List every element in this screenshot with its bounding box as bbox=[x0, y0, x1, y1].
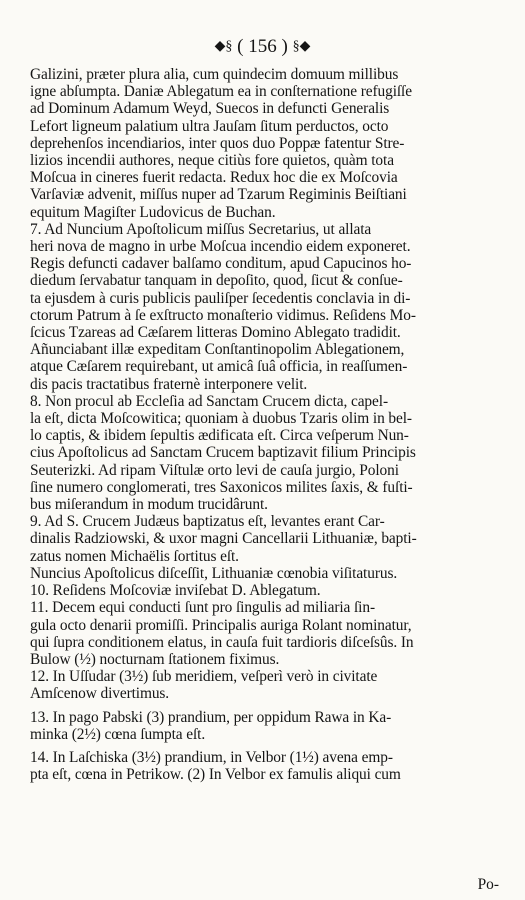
text-line: 11. Decem equi conducti ſunt pro ſingulis ad miliaria ſin- bbox=[30, 599, 375, 617]
text-line: 8. Non procul ab Eccleſia ad Sanctam Crucem dicta, capel- bbox=[30, 392, 388, 410]
text-line: lo captis, & ibidem ſepultis ædificata eſt. Circa veſperum Nun- bbox=[30, 427, 409, 445]
text-line: Lefort ligneum palatium ultra Jauſam ſitum perductos, octo bbox=[30, 117, 389, 135]
text-line: la eſt, dicta Moſcowitica; quoniam à duobus Tzaris olim in bel- bbox=[30, 410, 412, 428]
text-line: heri nova de magno in urbe Moſcua incendio eidem exponeret. bbox=[30, 238, 411, 256]
ornament-left-icon: ◆§ bbox=[214, 39, 233, 54]
text-line: Galizini, præter plura alia, cum quindecim domuum millibus bbox=[30, 66, 399, 83]
text-line: 10. Reſidens Moſcoviæ inviſebat D. Ablegatum. bbox=[30, 582, 321, 600]
text-line: Moſcua in cineres fuerit redacta. Redux hoc die ex Moſcovia bbox=[30, 169, 398, 187]
text-line: deprehenſos incendiarios, inter quos duo Poppæ fatentur Stre- bbox=[30, 134, 405, 152]
text-line: Amſcenow divertimus. bbox=[30, 685, 170, 703]
text-line: 14. In Laſchiska (3½) prandium, in Velbor (1½) avena emp- bbox=[30, 748, 393, 766]
text-line: Regis defuncti cadaver balſamo conditum, apud Capucinos ho- bbox=[30, 255, 412, 273]
text-line: igne abſumpta. Daniæ Ablegatum ea in conſternatione refugiſſe bbox=[30, 83, 412, 101]
text-line: Seuterizki. Ad ripam Viſtulæ orto levi de cauſa jurgio, Poloni bbox=[30, 461, 399, 479]
text-line: minka (2½) cœna ſumpta eſt. bbox=[30, 725, 206, 743]
text-line: ſine numero conglomerati, tres Saxonicos milites ſaxis, & fuſti- bbox=[30, 478, 413, 496]
text-line: Bulow (½) nocturnam ſtationem fiximus. bbox=[30, 650, 280, 668]
text-line: ctorum Patrum à ſe exſtructo monaſterio vidimus. Reſidens Mo- bbox=[30, 306, 416, 324]
text-line: bus miſerandum in modum trucidârunt. bbox=[30, 496, 268, 514]
text-line: zatus nomen Michaëlis ſortitus eſt. bbox=[30, 547, 239, 565]
text-line: ſcicus Tzareas ad Cæſarem litteras Domino Ablegato tradidit. bbox=[30, 324, 401, 342]
text-line: 13. In pago Pabski (3) prandium, per oppidum Rawa in Ka- bbox=[30, 708, 392, 726]
page-number: ( 156 ) bbox=[237, 36, 288, 57]
text-line: dinalis Radziowski, & uxor magni Cancellarii Lithuaniæ, bapti- bbox=[30, 530, 417, 548]
text-line: ta ejusdem à curis publicis pauliſper ſecedentis conclavia in di- bbox=[30, 289, 411, 307]
text-line: equitum Magiſter Ludovicus de Buchan. bbox=[30, 203, 276, 221]
text-line: Varſaviæ advenit, miſſus nuper ad Tzarum Regiminis Beiſtiani bbox=[30, 186, 407, 204]
text-line: cius Apoſtolicus ad Sanctam Crucem baptizavit filium Principis bbox=[30, 444, 416, 462]
text-line: atque Cæſarem requirebant, ut amicâ ſuâ officia, in reaſſumen- bbox=[30, 358, 408, 376]
text-line: 12. In Uſſudar (3½) ſub meridiem, veſperì verò in civitate bbox=[30, 668, 378, 686]
text-line: gula octo denarii promiſſi. Principalis auriga Rolant nominatur, bbox=[30, 616, 412, 634]
text-line: dis pacis tractatibus fraternè interponere velit. bbox=[30, 375, 308, 393]
text-line: Añunciabant illæ expeditam Conſtantinopolim Ablegationem, bbox=[30, 341, 405, 359]
body-text bbox=[30, 66, 510, 783]
text-line: lizios incendii authores, neque citiùs fore quietos, quàm tota bbox=[30, 152, 394, 170]
text-line: diedum ſervabatur tanquam in depoſito, quod, ſicut & conſue- bbox=[30, 272, 403, 290]
ornament-right-icon: §◆ bbox=[292, 39, 311, 54]
text-line: ad Dominum Adamum Weyd, Suecos in defuncti Generalis bbox=[30, 100, 390, 118]
text-line: qui ſupra conditionem elatus, in cauſa fuit tardioris diſceſsûs. In bbox=[30, 633, 414, 651]
page-header bbox=[0, 36, 525, 58]
text-line: 7. Ad Nuncium Apoſtolicum miſſus Secretarius, ut allata bbox=[30, 220, 372, 238]
text-line: pta eſt, cœna in Petrikow. (2) In Velbor ex famulis aliqui cum bbox=[30, 766, 401, 784]
text-line: 9. Ad S. Crucem Judæus baptizatus eſt, levantes erant Car- bbox=[30, 513, 385, 531]
text-line: Nuncius Apoſtolicus diſceſſit, Lithuaniæ cœnobia viſitaturus. bbox=[30, 564, 398, 582]
catchword: Po- bbox=[477, 876, 499, 893]
